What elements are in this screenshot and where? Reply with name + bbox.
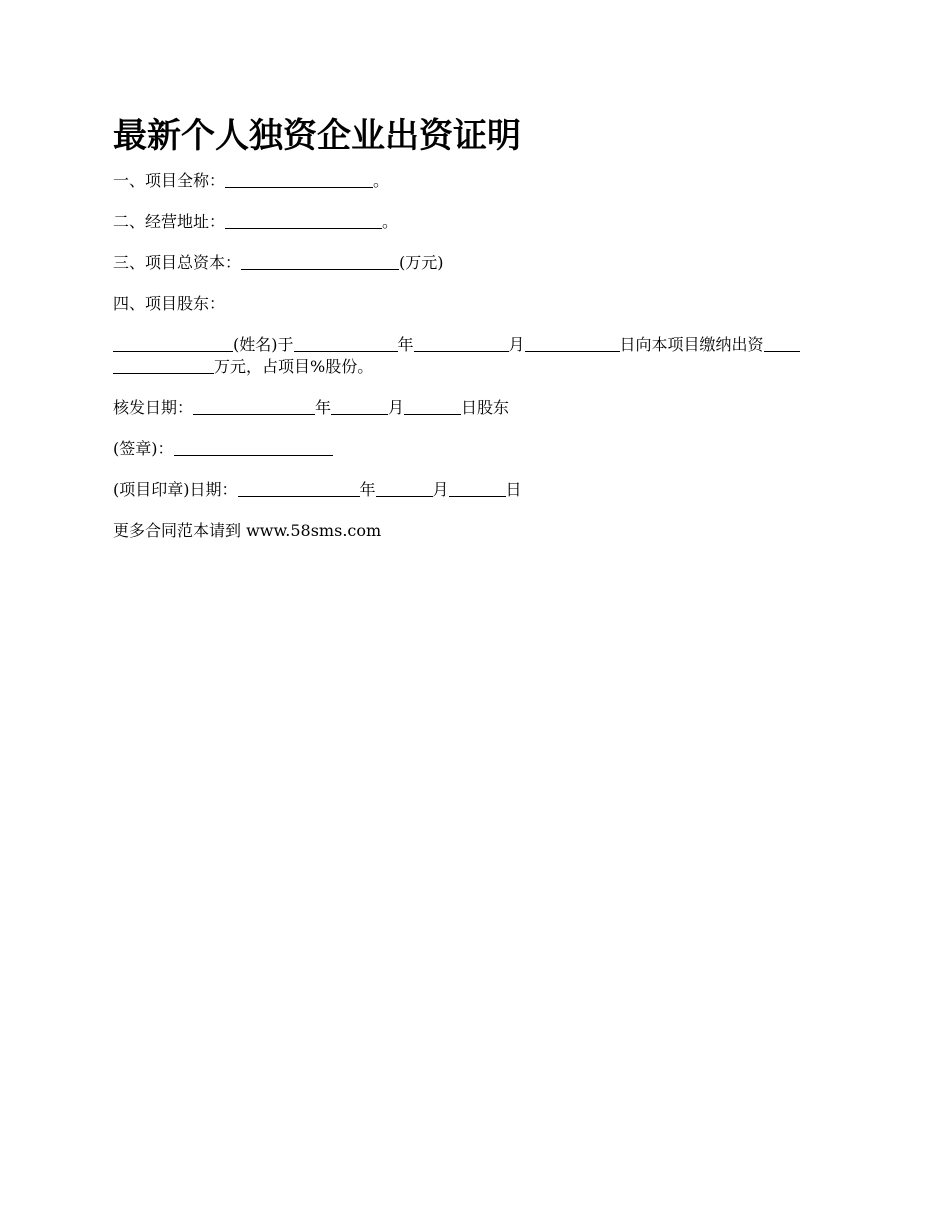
total-capital-unit: (万元) — [399, 253, 444, 272]
issue-date-label: 核发日期： — [113, 398, 194, 417]
total-capital-line — [113, 252, 843, 274]
seal-year-label: 年 — [359, 480, 376, 499]
business-address-line — [113, 211, 843, 233]
project-name-suffix: 。 — [373, 171, 390, 190]
contribution-text-5: 万元，占项目%股份。 — [214, 357, 374, 376]
project-name-line — [113, 170, 843, 192]
contribution-text-1: (姓名)于 — [233, 335, 294, 354]
document-title: 最新个人独资企业出资证明 — [113, 116, 521, 156]
issue-month-blank — [331, 400, 388, 415]
signature-label: (签章)： — [113, 439, 174, 458]
contribution-text-3: 月 — [508, 335, 525, 354]
contribution-day-blank — [525, 337, 620, 352]
total-capital-label: 三、项目总资本： — [113, 253, 242, 272]
issue-date-line — [113, 397, 843, 419]
shareholder-name-blank — [113, 337, 233, 352]
total-capital-blank — [241, 255, 399, 270]
contribution-text-4: 日向本项目缴纳出资 — [619, 335, 764, 354]
business-address-suffix: 。 — [382, 212, 399, 231]
issue-month-label: 月 — [388, 398, 405, 417]
signature-line — [113, 438, 843, 460]
business-address-blank — [225, 214, 382, 229]
project-name-blank — [225, 173, 373, 188]
contribution-amount-blank-1 — [764, 337, 800, 352]
project-name-label: 一、项目全称： — [113, 171, 226, 190]
footer-note: 更多合同范本请到 www.58sms.com — [113, 521, 382, 540]
seal-date-line — [113, 479, 843, 501]
document-content — [113, 112, 843, 561]
seal-day-blank — [449, 482, 506, 497]
issue-day-label: 日股东 — [461, 398, 510, 417]
shareholders-heading: 四、项目股东： — [113, 294, 226, 313]
contribution-month-blank — [414, 337, 509, 352]
business-address-label: 二、经营地址： — [113, 212, 226, 231]
seal-month-blank — [376, 482, 433, 497]
issue-year-label: 年 — [315, 398, 332, 417]
seal-date-label: (项目印章)日期： — [113, 480, 238, 499]
contribution-statement — [113, 334, 843, 378]
issue-day-blank — [404, 400, 461, 415]
signature-blank — [174, 441, 333, 456]
contribution-text-2: 年 — [397, 335, 414, 354]
seal-year-blank — [238, 482, 360, 497]
seal-day-label: 日 — [505, 480, 522, 499]
seal-month-label: 月 — [432, 480, 449, 499]
contribution-amount-blank-2 — [113, 359, 214, 374]
issue-year-blank — [193, 400, 315, 415]
contribution-year-blank — [294, 337, 398, 352]
